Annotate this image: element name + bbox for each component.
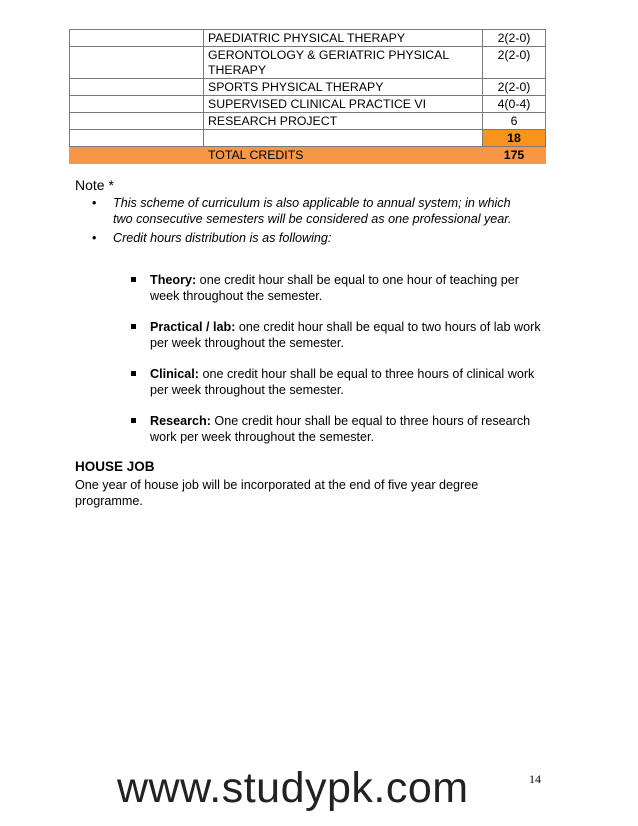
table-cell (70, 147, 204, 164)
credit-type-text: one credit hour shall be equal to three hours of clinical work per week throughout the semester. (150, 367, 535, 397)
table-cell (70, 96, 204, 113)
square-bullet-icon (131, 324, 136, 329)
credit-type-item (129, 413, 549, 445)
credit-type-text: one credit hour shall be equal to one hour of teaching per week throughout the semester. (150, 273, 519, 303)
credit-type-item (129, 319, 549, 351)
house-job-heading: HOUSE JOB (75, 459, 155, 474)
table-cell (70, 113, 204, 130)
credit-type-label: Practical / lab: (150, 320, 236, 334)
course-name: GERONTOLOGY & GERIATRIC PHYSICAL THERAPY (204, 47, 483, 79)
credit-type-list (129, 272, 549, 460)
total-credits-label: TOTAL CREDITS (204, 147, 483, 164)
house-job-text: One year of house job will be incorporated at the end of five year degree programme. (75, 478, 479, 508)
page-number: 14 (529, 772, 541, 786)
course-credits: 2(2-0) (483, 79, 546, 96)
course-name: PAEDIATRIC PHYSICAL THERAPY (204, 30, 483, 47)
square-bullet-icon (131, 277, 136, 282)
note-list (75, 195, 515, 246)
curriculum-table (69, 29, 546, 164)
course-credits: 2(2-0) (483, 30, 546, 47)
note-title: Note * (75, 177, 114, 193)
semester-total-row (70, 130, 546, 147)
bullet-icon: • (92, 231, 97, 245)
bullet-icon: • (92, 196, 97, 210)
credit-type-label: Research: (150, 414, 211, 428)
total-credits-row (70, 147, 546, 164)
course-name: SUPERVISED CLINICAL PRACTICE VI (204, 96, 483, 113)
square-bullet-icon (131, 418, 136, 423)
course-name: SPORTS PHYSICAL THERAPY (204, 79, 483, 96)
table-row (70, 113, 546, 130)
note-text: Credit hours distribution is as following: (113, 231, 332, 245)
credit-type-label: Theory: (150, 273, 197, 287)
course-credits: 4(0-4) (483, 96, 546, 113)
semester-total-value: 18 (483, 130, 546, 147)
table-row (70, 30, 546, 47)
credit-type-label: Clinical: (150, 367, 199, 381)
table-row (70, 79, 546, 96)
course-name: RESEARCH PROJECT (204, 113, 483, 130)
course-credits: 2(2-0) (483, 47, 546, 79)
table-cell (70, 79, 204, 96)
course-credits: 6 (483, 113, 546, 130)
total-credits-value: 175 (483, 147, 546, 164)
table-cell (70, 47, 204, 79)
note-text: This scheme of curriculum is also applicable to annual system; in which two consecutive semesters will be considered as one professional year. (113, 196, 512, 226)
note-item (75, 230, 515, 246)
square-bullet-icon (131, 371, 136, 376)
credit-type-text: one credit hour shall be equal to two hours of lab work per week throughout the semester. (150, 320, 541, 350)
table-cell (70, 130, 204, 147)
credit-type-item (129, 366, 549, 398)
credit-type-item (129, 272, 549, 304)
note-item (75, 195, 515, 227)
table-cell (70, 30, 204, 47)
table-cell (204, 130, 483, 147)
credit-type-text: One credit hour shall be equal to three hours of research work per week throughout the semester. (150, 414, 531, 444)
table-row (70, 47, 546, 79)
watermark: www.studypk.com (117, 764, 469, 812)
table-row (70, 96, 546, 113)
